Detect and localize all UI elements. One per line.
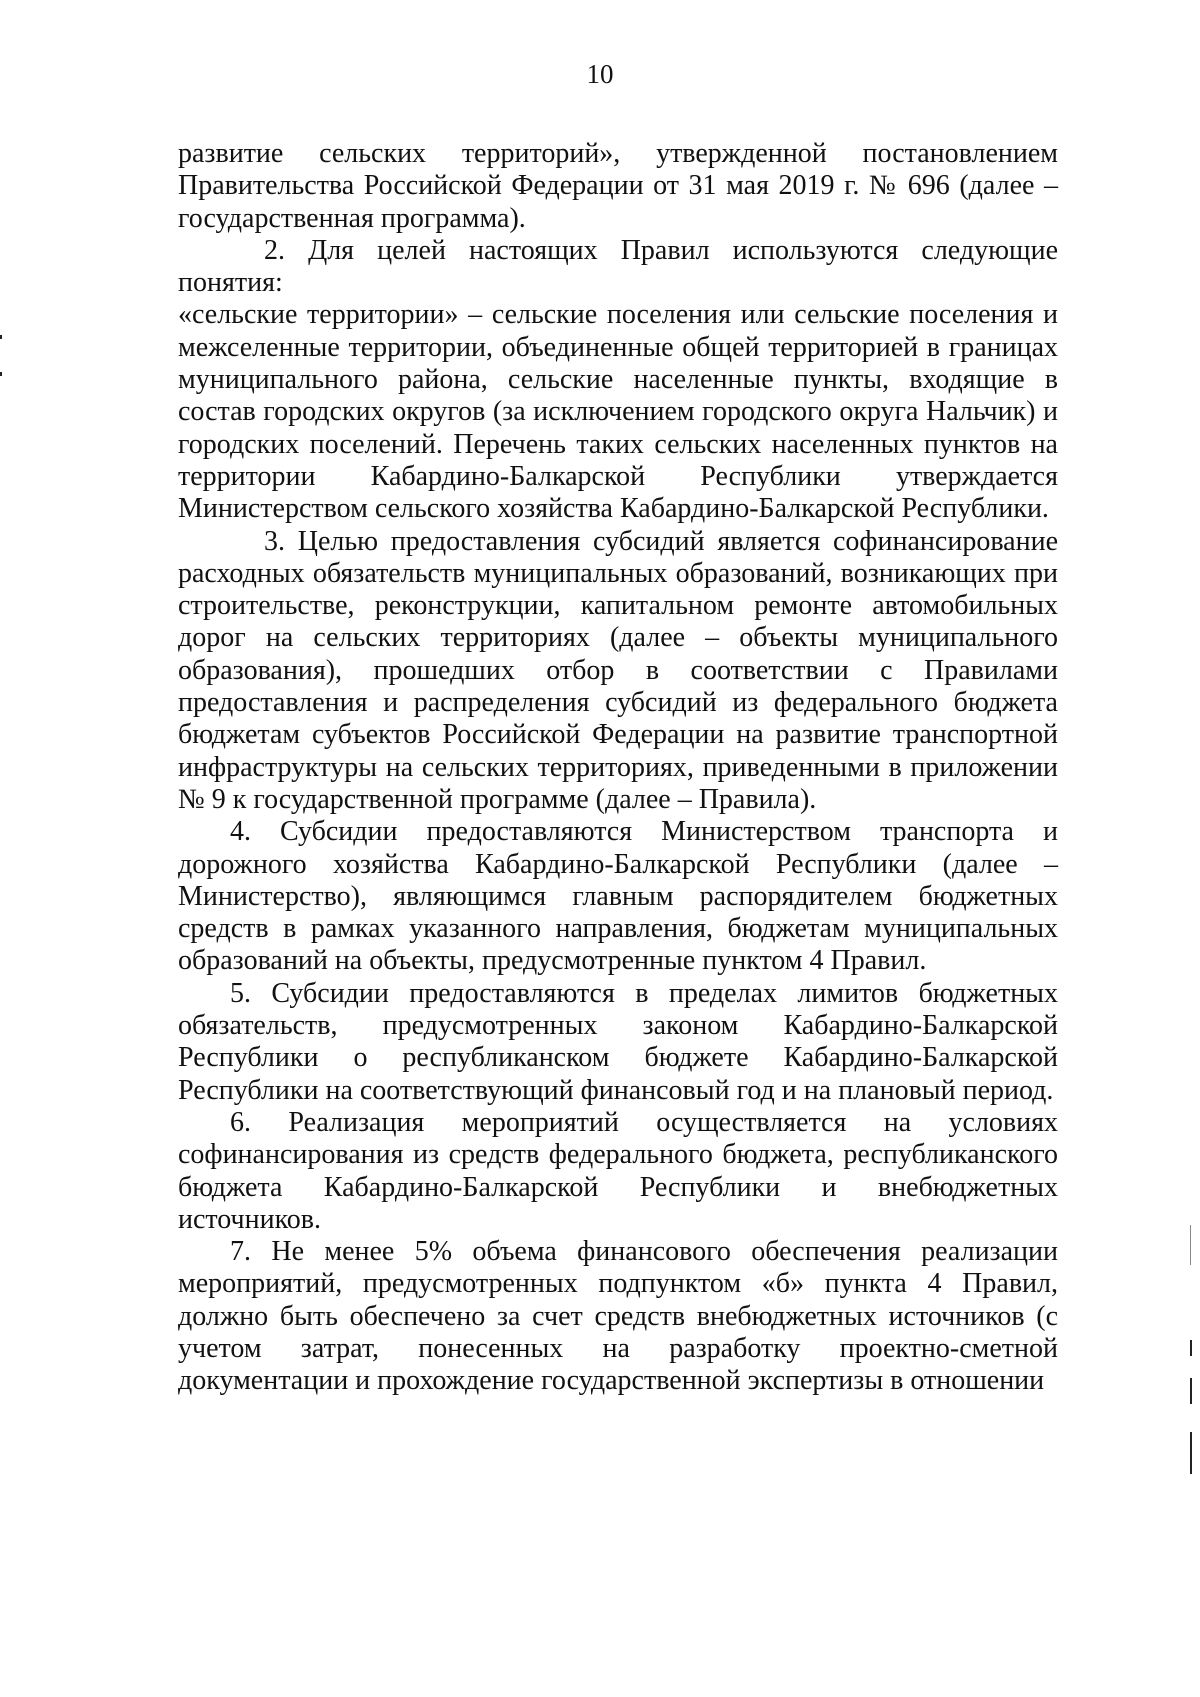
paragraph-5: 5. Субсидии предоставляются в пределах лимитов бюджетных обязательств, предусмотренных законом Кабардино-Балкарской Республики о республиканском бюджете Кабардино-Балкарской Республики на соответствующий финансовый год и на плановый период. [178, 977, 1058, 1106]
paragraph-6: 6. Реализация мероприятий осуществляется на условиях софинансирования из средств федерального бюджета, республиканского бюджета Кабардино-Балкарской Республики и внебюджетных источников. [178, 1106, 1058, 1235]
scan-artifact-left-2 [0, 372, 2, 376]
paragraph-4: 4. Субсидии предоставляются Министерством транспорта и дорожного хозяйства Кабардино-Балкарской Республики (далее – Министерство), являющимся главным распорядителем бюджетных средств в рамках указанного направления, бюджетам муниципальных образований на объекты, предусмотренные пунктом 4 Правил. [178, 816, 1058, 977]
paragraph-3: 3. Целью предоставления субсидий является софинансирование расходных обязательств муниципальных образований, возникающих при строительстве, реконструкции, капитальном ремонте автомобильных дорог на сельских территориях (далее – объекты муниципального образования), прошедших отбор в соответствии с Правилами предоставления и распределения субсидий из федерального бюджета бюджетам субъектов Российской Федерации на развитие транспортной инфраструктуры на сельских территориях, приведенными в приложении № 9 к государственной программе (далее – Правила). [178, 525, 1058, 815]
scan-artifact-right [1190, 1225, 1191, 1265]
paragraph-2: 2. Для целей настоящих Правил используются следующие понятия: [178, 234, 1058, 299]
page-number: 10 [586, 59, 614, 89]
scan-artifact-right-4 [1190, 1432, 1192, 1474]
scan-artifact-right-2 [1190, 1340, 1192, 1356]
paragraph-intro-continuation: развитие сельских территорий», утвержденной постановлением Правительства Российской Федерации от 31 мая 2019 г. № 696 (далее – государственная программа). [178, 138, 1058, 234]
paragraph-definition: «сельские территории» – сельские поселения или сельские поселения и межселенные территории, объединенные общей территорией в границах муниципального района, сельские населенные пункты, входящие в состав городских округов (за исключением городского округа Нальчик) и городских поселений. Перечень таких сельских населенных пунктов на территории Кабардино-Балкарской Республики утверждается Министерством сельского хозяйства Кабардино-Балкарской Республики. [178, 299, 1058, 525]
paragraph-7: 7. Не менее 5% объема финансового обеспечения реализации мероприятий, предусмотренных подпунктом «б» пункта 4 Правил, должно быть обеспечено за счет средств внебюджетных источников (с учетом затрат, понесенных на разработку проектно-сметной документации и прохождение государственной экспертизы в отношении [178, 1236, 1058, 1397]
document-body [178, 138, 1058, 1398]
scan-artifact-left [0, 335, 2, 339]
scan-artifact-right-3 [1190, 1378, 1192, 1404]
